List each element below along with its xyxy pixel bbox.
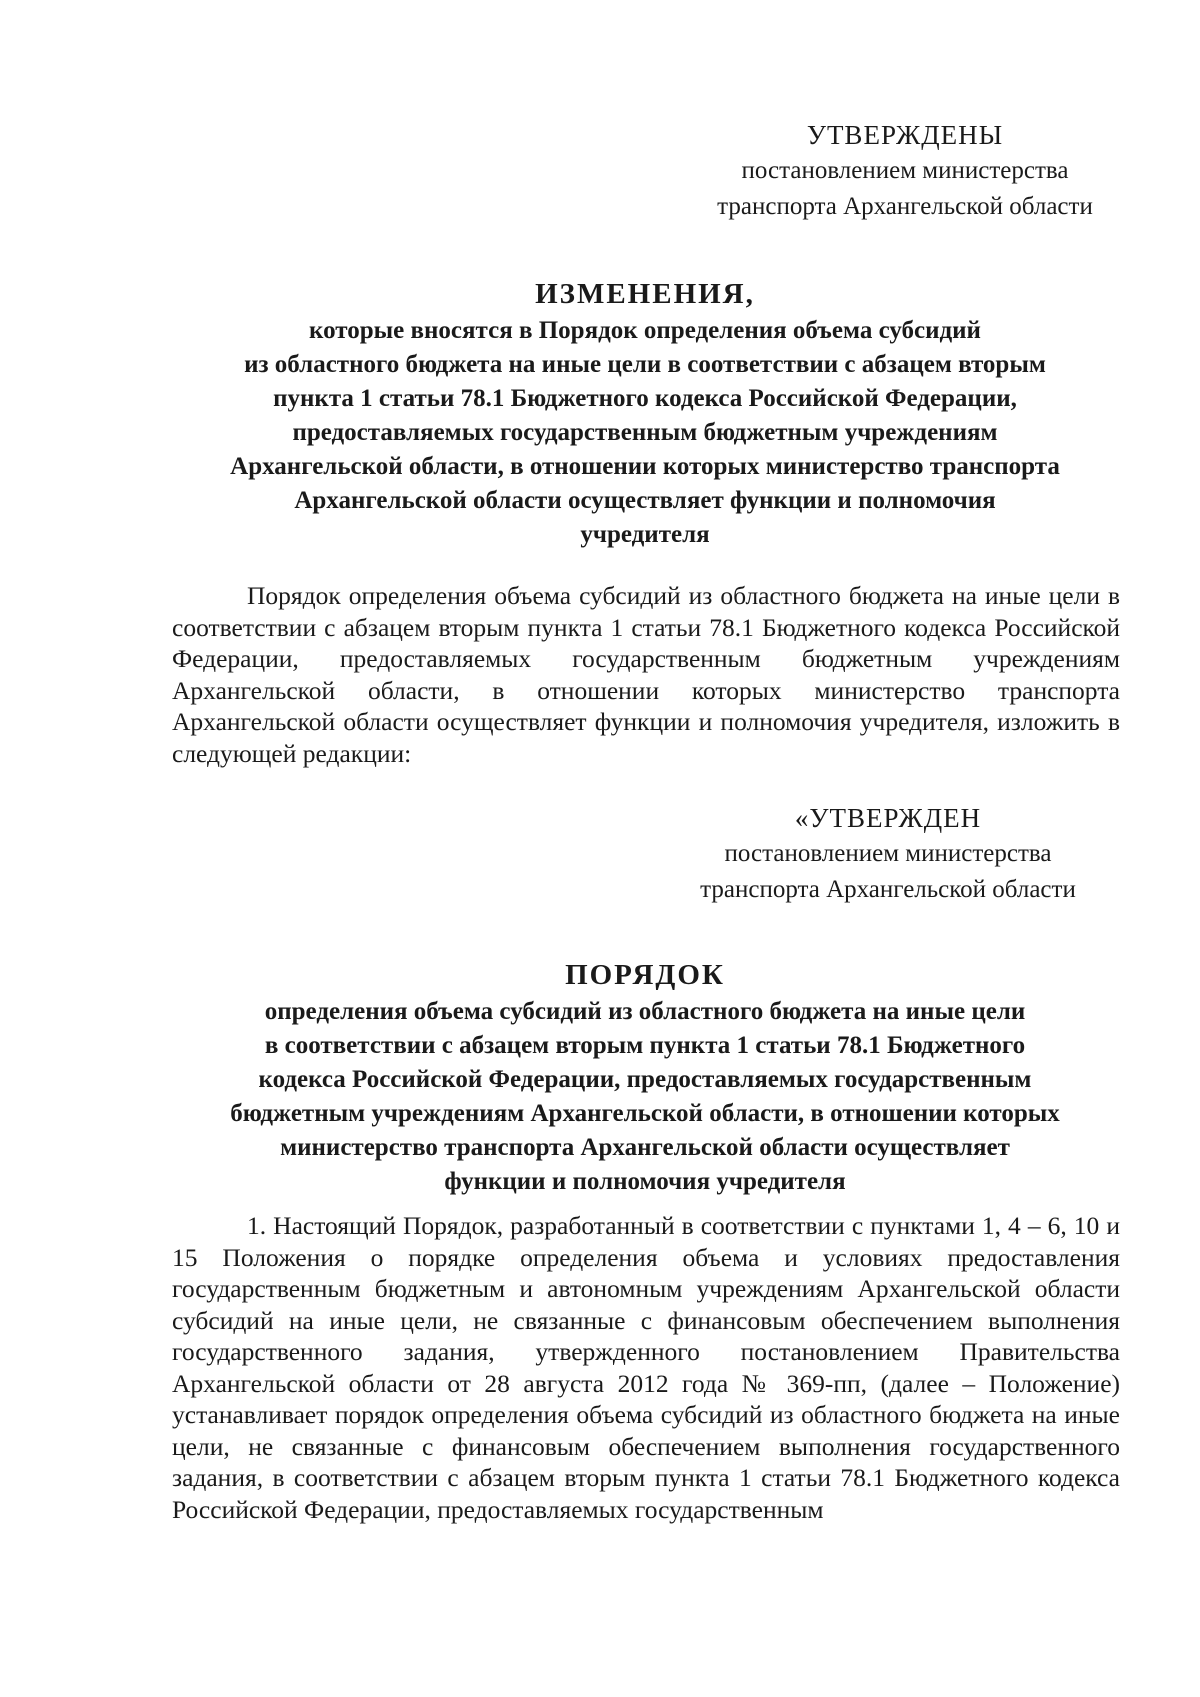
approval-quoted-line-2: транспорта Архангельской области (700, 876, 1076, 903)
approval-stamp (680, 117, 1130, 225)
order-title-line: в соответствии с абзацем вторым пункта 1 статьи 78.1 Бюджетного (264, 1032, 1026, 1059)
changes-title-line: которые вносятся в Порядок определения объема субсидий (309, 317, 981, 344)
approval-stamp-quoted (668, 800, 1108, 908)
intro-paragraph: Порядок определения объема субсидий из областного бюджета на иные цели в соответствии с абзацем вторым пункта 1 статьи 78.1 Бюджетного кодекса Российской Федерации, предоставляемых государственным бюджетным учреждениям Архангельской области, в отношении которых министерство транспорта Архангельской области осуществляет функции и полномочия учредителя, изложить в следующей редакции: (172, 581, 1120, 768)
changes-title (150, 274, 1140, 552)
order-title-line: функции и полномочия учредителя (444, 1168, 846, 1195)
order-title-line: министерство транспорта Архангельской области осуществляет (280, 1134, 1010, 1161)
approval-line-2: транспорта Архангельской области (717, 193, 1093, 220)
order-title-line: определения объема субсидий из областного бюджета на иные цели (264, 998, 1026, 1025)
order-title-line: кодекса Российской Федерации, предоставляемых государственным (258, 1066, 1032, 1093)
order-title-line: бюджетным учреждениям Архангельской области, в отношении которых (230, 1100, 1060, 1127)
approval-line-1: постановлением министерства (741, 157, 1069, 184)
order-title (150, 955, 1140, 1199)
changes-title-line: Архангельской области, в отношении которых министерство транспорта (230, 453, 1060, 480)
changes-title-line: пункта 1 статьи 78.1 Бюджетного кодекса Российской Федерации, (273, 385, 1017, 412)
approval-quoted-title: «УТВЕРЖДЕН (794, 803, 982, 833)
approval-quoted-line-1: постановлением министерства (724, 840, 1052, 867)
changes-title-line: из областного бюджета на иные цели в соответствии с абзацем вторым (244, 351, 1046, 378)
clause-1-paragraph: 1. Настоящий Порядок, разработанный в соответствии с пунктами 1, 4 – 6, 10 и 15 Положения о порядке определения объема и условиях предоставления государственным бюджетным и автономным учреждениям Архангельской области субсидий на иные цели, не связанные с финансовым обеспечением выполнения государственного задания, утвержденного постановлением Правительства Архангельской области от 28 августа 2012 года № 369-пп, (далее – Положение) устанавливает порядок определения объема субсидий из областного бюджета на иные цели, не связанные с финансовым обеспечением выполнения государственного задания, в соответствии с абзацем вторым пункта 1 статьи 78.1 Бюджетного кодекса Российской Федерации, предоставляемых государственным (172, 1211, 1120, 1524)
approval-title: УТВЕРЖДЕНЫ (806, 120, 1004, 150)
changes-title-line: учредителя (580, 521, 710, 548)
order-heading: ПОРЯДОК (565, 959, 725, 991)
changes-title-line: предоставляемых государственным бюджетным учреждениям (292, 419, 998, 446)
changes-title-line: Архангельской области осуществляет функции и полномочия (294, 487, 996, 514)
changes-heading: ИЗМЕНЕНИЯ, (535, 278, 755, 310)
